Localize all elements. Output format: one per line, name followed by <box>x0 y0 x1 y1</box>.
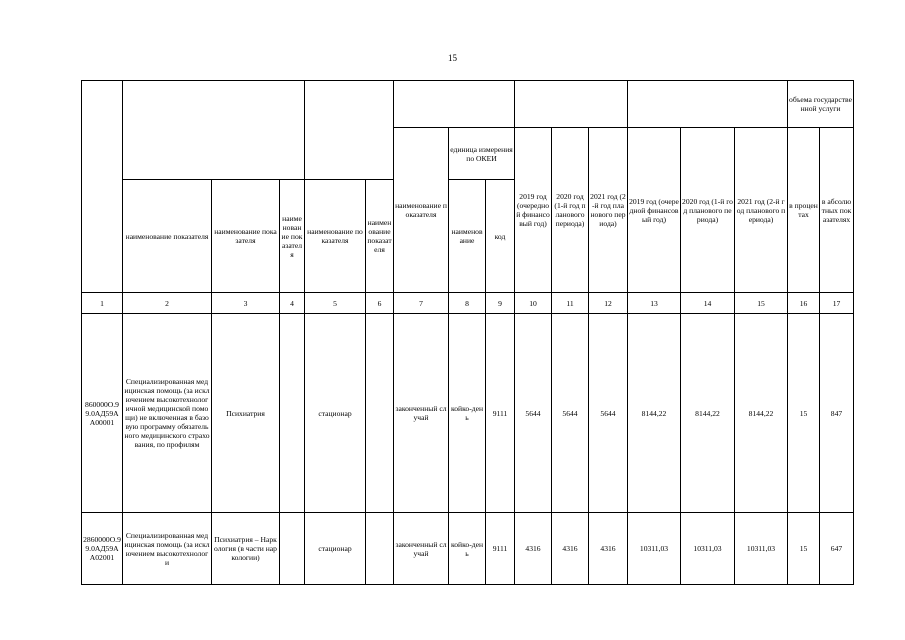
header-condition-group <box>305 81 394 180</box>
row-col6 <box>366 513 394 585</box>
header-price-2020: 2020 год (1-й год планового периода) <box>681 128 735 293</box>
row-value-2019: 4316 <box>515 513 552 585</box>
col-number: 5 <box>305 293 366 314</box>
row-percent: 15 <box>788 513 820 585</box>
row-condition: стационар <box>305 513 366 585</box>
row-price-2019: 8144,22 <box>628 314 681 513</box>
header-percent: в процентах <box>788 128 820 293</box>
header-year-2020: 2020 год (1-й год планового периода) <box>552 128 589 293</box>
header-indicator-group <box>394 81 515 128</box>
header-code-cell <box>82 81 123 293</box>
header-col4-name: наименование показателя <box>280 180 305 293</box>
header-price-2019: 2019 год (очередной финансовый год) <box>628 128 681 293</box>
row-price-2021: 8144,22 <box>735 314 788 513</box>
header-price-group <box>628 81 788 128</box>
col-number: 10 <box>515 293 552 314</box>
row-profile: Психиатрия – Наркология (в части наркологии) <box>212 513 280 585</box>
page-number: 15 <box>448 53 457 63</box>
header-unit-code: код <box>486 180 515 293</box>
col-number: 7 <box>394 293 449 314</box>
col-number: 16 <box>788 293 820 314</box>
row-col4 <box>280 314 305 513</box>
row-absolute: 647 <box>820 513 854 585</box>
row-price-2019: 10311,03 <box>628 513 681 585</box>
row-unit: койко-день <box>449 513 486 585</box>
col-number: 8 <box>449 293 486 314</box>
header-col6-name: наименование показателя <box>366 180 394 293</box>
row-service: Специализированная медицинская помощь (за исключением высокотехнологичной медицинской помощи) не включенная в базовую программу обязательного медицинского страхования, по профилям <box>123 314 212 513</box>
row-code: 2860000О.99.0АД59АА02001 <box>82 513 123 585</box>
col-number: 6 <box>366 293 394 314</box>
row-service: Специализированная медицинская помощь (за исключением высокотехнологи <box>123 513 212 585</box>
row-col6 <box>366 314 394 513</box>
col-number: 14 <box>681 293 735 314</box>
col-number: 17 <box>820 293 854 314</box>
row-profile: Психиатрия <box>212 314 280 513</box>
header-col3-name: наименование показателя <box>212 180 280 293</box>
row-unit: койко-день <box>449 314 486 513</box>
state-task-table <box>81 80 854 585</box>
header-absolute: в абсолютных показателях <box>820 128 854 293</box>
header-value-group <box>515 81 628 128</box>
table-row <box>82 513 854 585</box>
row-condition: стационар <box>305 314 366 513</box>
row-col4 <box>280 513 305 585</box>
col-number: 1 <box>82 293 123 314</box>
col-number: 9 <box>486 293 515 314</box>
col-number: 15 <box>735 293 788 314</box>
row-unit-code: 9111 <box>486 314 515 513</box>
header-price-2021: 2021 год (2-й год планового периода) <box>735 128 788 293</box>
header-indicator-name: наименование показателя <box>394 128 449 293</box>
row-value-2019: 5644 <box>515 314 552 513</box>
header-col5-name: наименование показателя <box>305 180 366 293</box>
col-number: 13 <box>628 293 681 314</box>
table-row <box>82 314 854 513</box>
row-price-2021: 10311,03 <box>735 513 788 585</box>
header-year-2021: 2021 год (2-й год планового периода) <box>589 128 628 293</box>
header-unit-measure: единица измерения по ОКЕИ <box>449 128 515 180</box>
row-value-2021: 4316 <box>589 513 628 585</box>
column-number-row <box>82 293 854 314</box>
header-year-2019: 2019 год (очередной финансовый год) <box>515 128 552 293</box>
col-number: 11 <box>552 293 589 314</box>
row-value-2020: 4316 <box>552 513 589 585</box>
col-number: 12 <box>589 293 628 314</box>
header-col2-name: наименование показателя <box>123 180 212 293</box>
header-volume-deviation: объема государственной услуги <box>788 81 854 128</box>
row-indicator: законченный случай <box>394 314 449 513</box>
row-price-2020: 10311,03 <box>681 513 735 585</box>
row-value-2021: 5644 <box>589 314 628 513</box>
row-price-2020: 8144,22 <box>681 314 735 513</box>
row-value-2020: 5644 <box>552 314 589 513</box>
row-absolute: 847 <box>820 314 854 513</box>
col-number: 2 <box>123 293 212 314</box>
row-code: 860000О.99.0АД59АА00001 <box>82 314 123 513</box>
header-content-group <box>123 81 305 180</box>
row-indicator: законченный случай <box>394 513 449 585</box>
row-unit-code: 9111 <box>486 513 515 585</box>
col-number: 3 <box>212 293 280 314</box>
row-percent: 15 <box>788 314 820 513</box>
col-number: 4 <box>280 293 305 314</box>
header-unit-name: наименование <box>449 180 486 293</box>
